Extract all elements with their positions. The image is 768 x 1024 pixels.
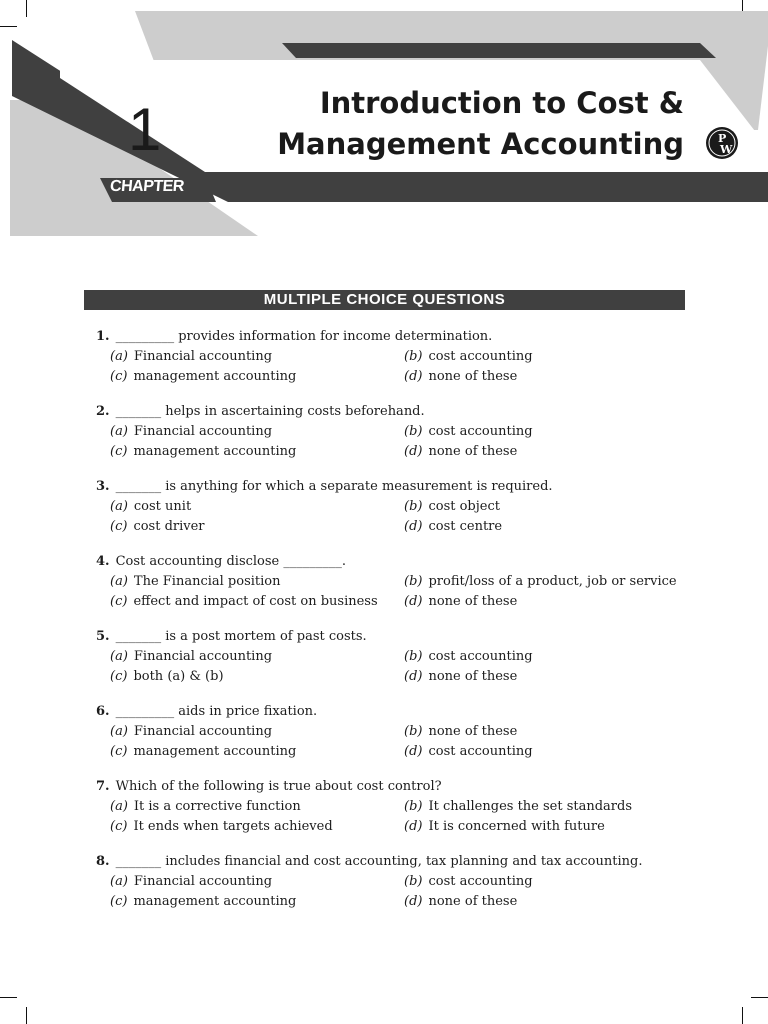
banner-dark-top <box>282 43 716 58</box>
option-letter: (a) <box>110 574 128 589</box>
option-text: profit/loss of a product, job or service <box>428 574 677 589</box>
option-row <box>96 497 696 517</box>
option-letter: (d) <box>404 819 423 834</box>
question-text: _______ includes financial and cost accounting, tax planning and tax accounting. <box>115 854 643 869</box>
question-item <box>96 852 696 912</box>
question-item <box>96 702 696 762</box>
option-letter: (a) <box>110 799 128 814</box>
answer-option <box>110 572 281 592</box>
question-number: 8. <box>96 854 110 869</box>
svg-text:P: P <box>718 132 727 145</box>
option-row <box>96 817 696 837</box>
option-letter: (a) <box>110 724 128 739</box>
question-stem <box>96 702 696 722</box>
option-letter: (a) <box>110 424 128 439</box>
answer-option <box>404 422 533 442</box>
answer-option <box>110 722 272 742</box>
question-item <box>96 627 696 687</box>
question-stem <box>96 777 696 797</box>
option-text: management accounting <box>133 369 297 384</box>
chapter-title <box>277 83 684 165</box>
question-text: Cost accounting disclose _________. <box>115 554 347 569</box>
option-row <box>96 667 696 687</box>
question-stem <box>96 627 696 647</box>
option-letter: (b) <box>404 649 423 664</box>
option-letter: (c) <box>110 369 128 384</box>
option-row <box>96 722 696 742</box>
option-row <box>96 742 696 762</box>
answer-option <box>110 817 333 837</box>
option-text: none of these <box>428 724 518 739</box>
option-text: effect and impact of cost on business <box>133 594 378 609</box>
option-letter: (d) <box>404 669 423 684</box>
question-item <box>96 327 696 387</box>
chapter-label: CHAPTER <box>109 178 185 195</box>
answer-option <box>110 367 296 387</box>
option-letter: (d) <box>404 369 423 384</box>
option-text: cost accounting <box>428 649 533 664</box>
option-letter: (a) <box>110 649 128 664</box>
answer-option <box>404 367 517 387</box>
option-row <box>96 367 696 387</box>
option-letter: (d) <box>404 594 423 609</box>
option-letter: (b) <box>404 799 423 814</box>
option-text: none of these <box>428 369 518 384</box>
option-text: cost object <box>428 499 500 514</box>
option-text: It challenges the set standards <box>428 799 633 814</box>
question-number: 1. <box>96 329 110 344</box>
answer-option <box>404 572 677 592</box>
option-letter: (c) <box>110 444 128 459</box>
option-text: The Financial position <box>133 574 281 589</box>
question-number: 3. <box>96 479 110 494</box>
question-number: 4. <box>96 554 110 569</box>
chapter-title-line-2: Management Accounting <box>277 127 684 161</box>
question-stem <box>96 552 696 572</box>
question-number: 7. <box>96 779 110 794</box>
answer-option <box>404 517 502 537</box>
option-text: It is concerned with future <box>428 819 605 834</box>
option-text: none of these <box>428 669 518 684</box>
option-letter: (c) <box>110 894 128 909</box>
option-letter: (d) <box>404 519 423 534</box>
question-text: Which of the following is true about cost control? <box>115 779 442 794</box>
pw-logo-icon <box>705 126 739 160</box>
option-row <box>96 872 696 892</box>
option-letter: (b) <box>404 424 423 439</box>
option-letter: (c) <box>110 519 128 534</box>
question-text: _______ is a post mortem of past costs. <box>115 629 367 644</box>
option-row <box>96 892 696 912</box>
option-row <box>96 592 696 612</box>
option-text: Financial accounting <box>133 424 273 439</box>
question-text: _______ is anything for which a separate measurement is required. <box>115 479 553 494</box>
option-text: cost accounting <box>428 874 533 889</box>
answer-option <box>404 497 500 517</box>
option-text: both (a) & (b) <box>133 669 224 684</box>
option-text: cost accounting <box>428 424 533 439</box>
option-text: Financial accounting <box>133 349 273 364</box>
answer-option <box>404 892 517 912</box>
answer-option <box>110 667 224 687</box>
answer-option <box>110 347 272 367</box>
answer-option <box>110 872 272 892</box>
answer-option <box>404 797 632 817</box>
option-row <box>96 347 696 367</box>
option-letter: (b) <box>404 349 423 364</box>
option-text: management accounting <box>133 894 297 909</box>
option-text: none of these <box>428 894 518 909</box>
option-letter: (b) <box>404 874 423 889</box>
answer-option <box>110 742 296 762</box>
answer-option <box>110 647 272 667</box>
question-text: _______ helps in ascertaining costs beforehand. <box>115 404 425 419</box>
option-text: It is a corrective function <box>133 799 301 814</box>
option-letter: (c) <box>110 819 128 834</box>
crop-mark <box>751 997 768 998</box>
question-number: 5. <box>96 629 110 644</box>
question-item <box>96 552 696 612</box>
answer-option <box>110 497 191 517</box>
option-row <box>96 572 696 592</box>
answer-option <box>404 872 533 892</box>
question-text: _________ aids in price fixation. <box>115 704 318 719</box>
option-letter: (d) <box>404 444 423 459</box>
option-letter: (a) <box>110 349 128 364</box>
option-text: management accounting <box>133 444 297 459</box>
question-stem <box>96 852 696 872</box>
option-text: Financial accounting <box>133 724 273 739</box>
option-letter: (a) <box>110 874 128 889</box>
answer-option <box>404 647 533 667</box>
answer-option <box>404 722 517 742</box>
crop-mark <box>0 997 17 998</box>
option-text: It ends when targets achieved <box>133 819 333 834</box>
option-text: none of these <box>428 444 518 459</box>
option-letter: (d) <box>404 894 423 909</box>
option-letter: (a) <box>110 499 128 514</box>
option-letter: (b) <box>404 724 423 739</box>
option-text: Financial accounting <box>133 649 273 664</box>
answer-option <box>404 817 605 837</box>
option-text: cost driver <box>133 519 205 534</box>
answer-option <box>404 742 533 762</box>
answer-option <box>110 517 205 537</box>
question-stem <box>96 327 696 347</box>
option-text: cost accounting <box>428 349 533 364</box>
answer-option <box>110 797 301 817</box>
answer-option <box>110 442 296 462</box>
option-text: management accounting <box>133 744 297 759</box>
option-letter: (c) <box>110 594 128 609</box>
question-stem <box>96 477 696 497</box>
option-row <box>96 797 696 817</box>
option-letter: (c) <box>110 744 128 759</box>
option-letter: (d) <box>404 744 423 759</box>
question-item <box>96 777 696 837</box>
crop-mark <box>742 1007 743 1024</box>
question-stem <box>96 402 696 422</box>
option-text: cost unit <box>133 499 192 514</box>
answer-option <box>110 892 296 912</box>
question-number: 6. <box>96 704 110 719</box>
answer-option <box>110 422 272 442</box>
option-text: cost accounting <box>428 744 533 759</box>
option-letter: (c) <box>110 669 128 684</box>
answer-option <box>110 592 378 612</box>
option-row <box>96 442 696 462</box>
option-text: cost centre <box>428 519 503 534</box>
option-text: none of these <box>428 594 518 609</box>
section-heading: MULTIPLE CHOICE QUESTIONS <box>84 290 685 310</box>
crop-mark <box>26 1007 27 1024</box>
option-letter: (b) <box>404 499 423 514</box>
question-number: 2. <box>96 404 110 419</box>
option-text: Financial accounting <box>133 874 273 889</box>
option-row <box>96 647 696 667</box>
option-letter: (b) <box>404 574 423 589</box>
question-item <box>96 477 696 537</box>
answer-option <box>404 592 517 612</box>
question-item <box>96 402 696 462</box>
svg-text:W: W <box>720 143 733 156</box>
answer-option <box>404 442 517 462</box>
question-text: _________ provides information for income determination. <box>115 329 493 344</box>
chapter-number: 1 <box>128 96 162 163</box>
option-row <box>96 517 696 537</box>
answer-option <box>404 347 533 367</box>
answer-option <box>404 667 517 687</box>
chapter-title-line-1: Introduction to Cost & <box>319 86 684 120</box>
option-row <box>96 422 696 442</box>
